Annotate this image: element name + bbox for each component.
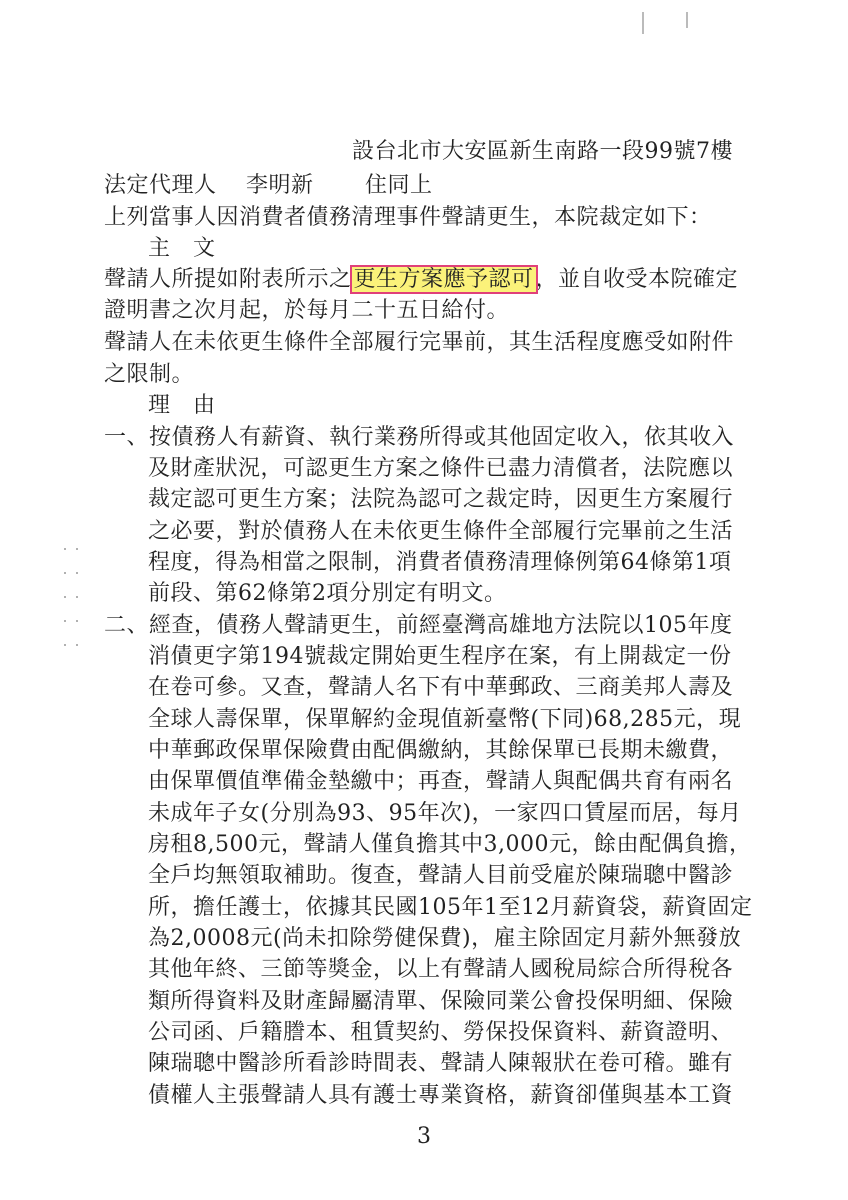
reason-1-line: 裁定認可更生方案；法院為認可之裁定時，因更生方案履行 — [148, 487, 734, 512]
page-number: 3 — [417, 1124, 431, 1149]
reason-1-line: 及財產狀況，可認更生方案之條件已盡力清償者，法院應以 — [148, 456, 734, 481]
reason-2-line: 類所得資料及財產歸屬清單、保險同業公會投保明細、保險 — [148, 989, 734, 1014]
highlighted-phrase: 更生方案應予認可 — [353, 267, 534, 292]
reason-2-line: 其他年終、三節等獎金，以上有聲請人國稅局綜合所得稅各 — [148, 957, 734, 982]
scan-speck — [686, 12, 688, 28]
reason-heading: 理 由 — [148, 393, 216, 418]
address-line: 設台北市大安區新生南路一段99號7樓 — [352, 139, 733, 164]
binding-hole-marks — [62, 548, 92, 658]
scan-speck — [642, 12, 644, 34]
reason-1-line: 程度，得為相當之限制，消費者債務清理條例第64條第1項 — [148, 550, 732, 575]
reason-2-line: 債權人主張聲請人具有護士專業資格，薪資卻僅與基本工資 — [148, 1083, 734, 1108]
reason-1-line: 之必要，對於債務人在未依更生條件全部履行完畢前之生活 — [148, 519, 734, 544]
reason-2-line: 公司函、戶籍謄本、租賃契約、勞保投保資料、薪資證明、 — [148, 1020, 734, 1045]
reason-2-line: 全戶均無領取補助。復查，聲請人目前受雇於陳瑞聰中醫診 — [148, 863, 734, 888]
agent-name: 李明新 — [246, 173, 314, 198]
main-item-1-suffix: ，並自收受本院確定 — [535, 267, 739, 292]
main-heading: 主 文 — [148, 236, 216, 261]
main-item-1-line-2: 證明書之次月起，於每月二十五日給付。 — [104, 298, 510, 323]
intro-line: 上列當事人因消費者債務清理事件聲請更生，本院裁定如下： — [104, 205, 712, 230]
reason-2-line: 陳瑞聰中醫診所看診時間表、聲請人陳報狀在卷可稽。雖有 — [148, 1051, 734, 1076]
reason-2-line: 未成年子女(分別為93、95年次)，一家四口賃屋而居，每月 — [148, 801, 742, 826]
reason-2-line: 消債更字第194號裁定開始更生程序在案，有上開裁定一份 — [148, 644, 732, 669]
reason-2-line: 二、經查，債務人聲請更生，前經臺灣高雄地方法院以105年度 — [104, 613, 733, 638]
agent-address: 住同上 — [365, 173, 433, 198]
reason-2-line: 由保單價值準備金墊繳中；再查，聲請人與配偶共育有兩名 — [148, 769, 734, 794]
reason-1-line: 前段、第62條第2項分別定有明文。 — [148, 581, 507, 606]
main-item-1-line-1 — [104, 265, 738, 295]
main-item-2-line-2: 之限制。 — [104, 362, 195, 387]
agent-label: 法定代理人 — [104, 173, 217, 198]
reason-1-line: 一、按債務人有薪資、執行業務所得或其他固定收入，依其收入 — [104, 425, 735, 450]
main-item-1-prefix: 聲請人所提如附表所示之 — [104, 267, 352, 292]
reason-2-line: 中華郵政保單保險費由配偶繳納，其餘保單已長期未繳費， — [148, 738, 734, 763]
agent-line — [104, 171, 433, 201]
reason-2-line: 在卷可參。又查，聲請人名下有中華郵政、三商美邦人壽及 — [148, 675, 734, 700]
reason-2-line: 所，擔任護士，依據其民國105年1至12月薪資袋，薪資固定 — [148, 895, 753, 920]
main-item-2-line-1: 聲請人在未依更生條件全部履行完畢前，其生活程度應受如附件 — [104, 330, 735, 355]
reason-2-line: 房租8,500元，聲請人僅負擔其中3,000元，餘由配偶負擔， — [148, 832, 752, 857]
reason-2-line: 為2,0008元(尚未扣除勞健保費)，雇主除固定月薪外無發放 — [148, 926, 742, 951]
reason-2-line: 全球人壽保單，保單解約金現值新臺幣(下同)68,285元，現 — [148, 707, 742, 732]
